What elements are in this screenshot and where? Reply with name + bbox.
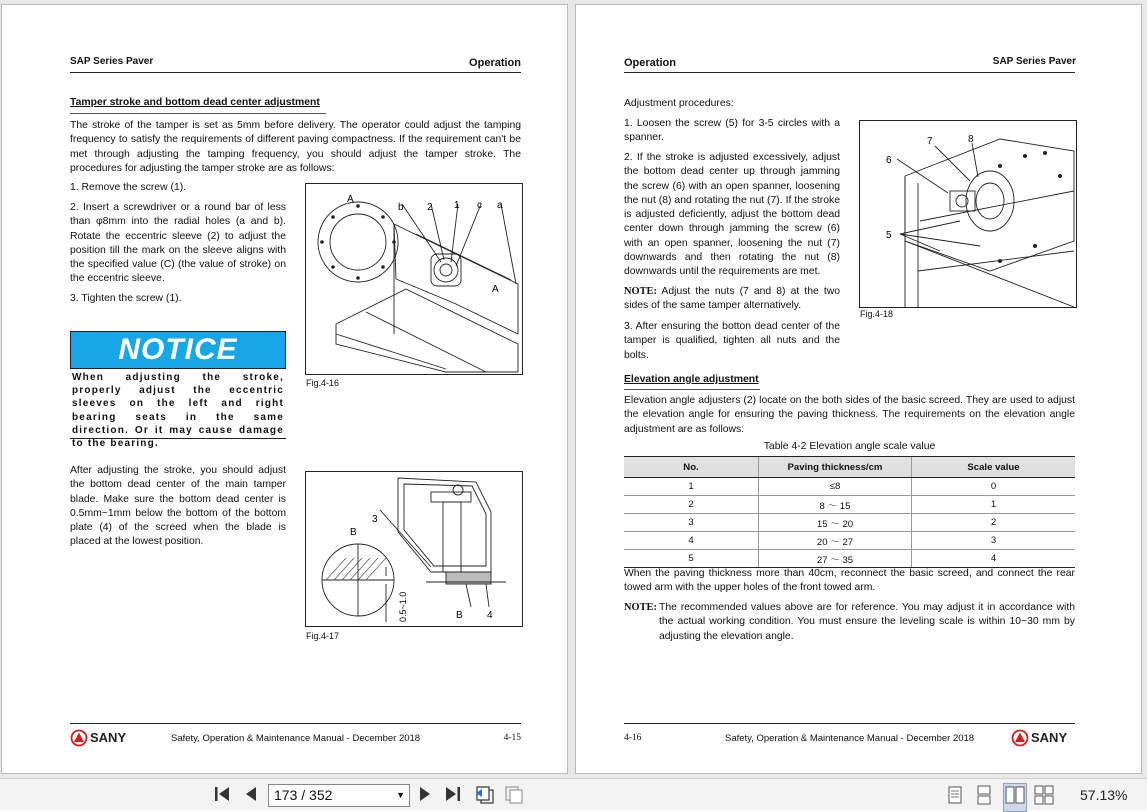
tamper-adjuster-illustration (860, 121, 1076, 307)
step-2: 2. Insert a screwdriver or a round bar of less than φ8mm into the radial holes (a and b). Rotate the eccentric sleeve (2) to adjust the position till the mark on the sleeve aligns with the specified value (C) (the value of stroke) on the eccentric sleeve. (70, 202, 286, 285)
step-3: 3. Tighten the screw (1). (70, 293, 182, 304)
document-page-left (1, 4, 568, 774)
table-cell: 2 (624, 496, 759, 514)
header-right: Operation (469, 57, 521, 69)
table-cell: 2 (912, 514, 1076, 532)
header-left: Operation (624, 57, 676, 69)
page-dropdown-chevron-icon[interactable]: ▼ (396, 790, 405, 800)
notice-banner: NOTICE (70, 331, 286, 369)
next-page-icon[interactable] (416, 785, 434, 808)
table-row (624, 496, 1075, 514)
sany-logo (70, 729, 132, 747)
procedures-title: Adjustment procedures: (624, 98, 734, 109)
note-1-text: Adjust the nuts (7 and 8) at the two sides of the same tamper alternatively. (624, 286, 840, 312)
label-4: 4 (487, 610, 493, 621)
label-B-2: B (456, 610, 463, 621)
section-title: Tamper stroke and bottom dead center adjustment (70, 97, 320, 108)
label-8: 8 (968, 134, 974, 145)
go-back-view-icon[interactable] (474, 785, 496, 810)
table-cell: 3 (912, 532, 1076, 550)
figure-4-18 (859, 120, 1077, 308)
header-left: SAP Series Paver (70, 56, 154, 67)
elevation-angle-table (624, 456, 1075, 568)
table-cell: 4 (912, 550, 1076, 568)
header-rule (70, 72, 521, 73)
notice-text: When adjusting the stroke, properly adjust the eccentric sleeves on the left and right bearing seats in the same direction. Or it may cause damage to the bearing. (72, 372, 284, 450)
col-header-scale: Scale value (912, 457, 1076, 478)
col-header-no: No. (624, 457, 759, 478)
table-row (624, 532, 1075, 550)
label-B: B (350, 527, 357, 538)
page-indicator-text: 173 / 352 (274, 787, 333, 803)
table-row (624, 514, 1075, 532)
facing-pages-view-icon[interactable] (1003, 783, 1027, 812)
last-page-icon[interactable] (444, 785, 462, 808)
label-7: 7 (927, 136, 933, 147)
elevation-section-title: Elevation angle adjustment (624, 374, 759, 385)
col-header-thickness: Paving thickness/cm (759, 457, 912, 478)
figure-4-17 (305, 471, 523, 627)
note-1-label: NOTE: (624, 286, 657, 297)
label-A-2: A (492, 284, 499, 295)
table-cell: 8 ～ 15 (759, 496, 912, 514)
label-1: 1 (454, 200, 460, 211)
footer-rule (624, 723, 1075, 724)
header-right: SAP Series Paver (992, 56, 1076, 67)
first-page-icon[interactable] (213, 785, 231, 808)
document-page-right (575, 4, 1142, 774)
table-cell: 0 (912, 478, 1076, 496)
table-cell: 15 ～ 20 (759, 514, 912, 532)
label-6: 6 (886, 155, 892, 166)
section-rule (70, 113, 326, 114)
viewer-toolbar (0, 778, 1147, 810)
sany-logo-icon (70, 729, 88, 747)
sany-logo-icon (1011, 729, 1029, 747)
table-header-row (624, 457, 1075, 478)
note-1 (624, 285, 840, 314)
label-dimension: 0.5~1.0 (398, 591, 408, 622)
bottom-dead-center-illustration (306, 472, 522, 626)
table-row (624, 478, 1075, 496)
table-cell: 3 (624, 514, 759, 532)
figure-4-16-caption: Fig.4-16 (306, 378, 340, 388)
sany-logo-text: SANY (1031, 730, 1068, 745)
label-2: 2 (427, 202, 433, 213)
footer-rule (70, 723, 521, 724)
figure-4-17-caption: Fig.4-17 (306, 631, 340, 641)
table-cell: 4 (624, 532, 759, 550)
single-page-view-icon[interactable] (946, 785, 964, 810)
note-2-text: The recommended values above are for reference. You may adjust it in accordance with the actual working condition. You must ensure the leveling scale is within 10~30 mm by adjusting the elevation angle. (659, 602, 1075, 642)
intro-paragraph: The stroke of the tamper is set as 5mm before delivery. The operator could adjust the tamping frequency to satisfy the requirements of different paving compactness. If the requirement can't be met through adjusting the tamping frequency, you should adjust the tamper stroke. The procedures for adjusting the tamper stroke are as follows: (70, 120, 521, 174)
label-b: b (398, 202, 404, 213)
page-number: 4-15 (503, 733, 521, 743)
table-cell: 1 (912, 496, 1076, 514)
after-adjust-paragraph: After adjusting the stroke, you should adjust the bottom dead center of the main tamper blade. Make sure the bottom dead center is 0.5mm~1mm below the bottom of the bottom plate (4) of the screed when the blade is placed at the lowest position. (70, 465, 286, 548)
label-A: A (347, 194, 354, 205)
page-number: 4-16 (624, 733, 642, 743)
sany-logo (1011, 729, 1075, 747)
label-5: 5 (886, 230, 892, 241)
label-c: c (477, 200, 482, 211)
step-3: 3. After ensuring the botton dead center of the tamper is qualified, tighten all nuts and the bolts. (624, 321, 840, 361)
table-cell: 5 (624, 550, 759, 568)
label-3: 3 (372, 514, 378, 525)
label-a: a (497, 200, 503, 211)
continuous-facing-view-icon[interactable] (1034, 785, 1054, 810)
table-title: Table 4-2 Elevation angle scale value (763, 441, 936, 452)
note-2-label: NOTE: (624, 602, 657, 613)
go-forward-view-icon[interactable] (503, 785, 525, 810)
note-2 (624, 601, 1075, 644)
elevation-table-wrapper (624, 456, 1075, 568)
sany-logo-text: SANY (90, 730, 127, 745)
step-1: 1. Loosen the screw (5) for 3-5 circles with a spanner. (624, 118, 840, 144)
table-cell: 1 (624, 478, 759, 496)
footer-text: Safety, Operation & Maintenance Manual - December 2018 (171, 733, 421, 744)
page-number-field[interactable] (268, 784, 410, 807)
step-2: 2. If the stroke is adjusted excessively, adjust the bottom dead center up through jamming the screw (6) with an open spanner, loosening the nut (8) and rotating the nut (7). If the stroke is adjusted deficiently, adjust the bottom dead center down through jamming the screw (6) with an open spanner, loosening the nut (7) downwards and then rotating the nut (8) downwards until the requirements are met. (624, 152, 840, 278)
footer-text: Safety, Operation & Maintenance Manual - December 2018 (725, 733, 975, 744)
table-cell: ≤8 (759, 478, 912, 496)
zoom-level[interactable]: 57.13% (1080, 787, 1128, 803)
continuous-view-icon[interactable] (975, 785, 993, 810)
table-cell: 20 ～ 27 (759, 532, 912, 550)
step-1: 1. Remove the screw (1). (70, 182, 187, 193)
notice-rule (70, 438, 286, 439)
after-table-paragraph: When the paving thickness more than 40cm, reconnect the basic screed, and connect the rear towed arm with the upper holes of the front towed arm. (624, 568, 1075, 594)
previous-page-icon[interactable] (242, 785, 260, 808)
figure-4-16 (305, 183, 523, 375)
figure-4-18-caption: Fig.4-18 (860, 309, 894, 319)
table-row (624, 550, 1075, 568)
header-rule (624, 72, 1075, 73)
table-cell: 27 ～ 35 (759, 550, 912, 568)
tamper-assembly-illustration (306, 184, 522, 374)
elevation-paragraph: Elevation angle adjusters (2) locate on the both sides of the basic screed. They are used to adjust the elevation angle for ensuring the paving thickness. The requirements on the elevation angle adjustment are as follows: (624, 395, 1075, 435)
elevation-section-rule (624, 389, 760, 390)
